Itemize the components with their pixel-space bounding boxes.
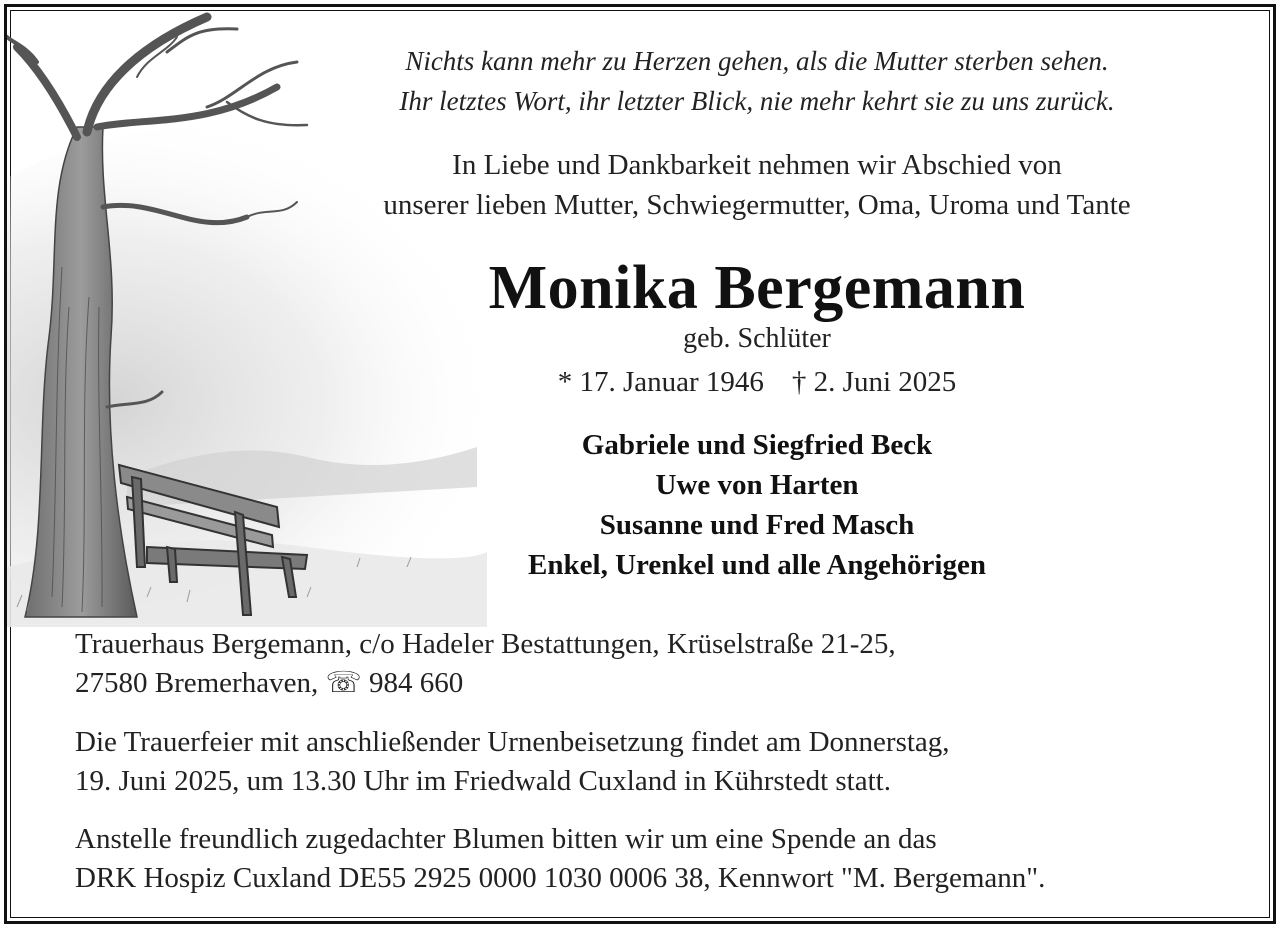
address-city: 27580 Bremerhaven,	[75, 667, 319, 699]
mourner-2: Uwe von Harten	[655, 469, 859, 501]
mourners-list	[307, 425, 1207, 585]
life-dates	[307, 363, 1207, 401]
poem	[307, 41, 1207, 121]
death-date: † 2. Juni 2025	[791, 366, 957, 398]
telephone-icon: ☏	[325, 667, 362, 699]
birth-date: * 17. Januar 1946	[557, 366, 764, 398]
mourner-4: Enkel, Urenkel und alle Angehörigen	[528, 549, 986, 581]
donation-line-2: DRK Hospiz Cuxland DE55 2925 0000 1030 0006 38, Kennwort "M. Bergemann".	[75, 862, 1046, 894]
obituary-frame	[4, 4, 1276, 924]
service-line-2: 19. Juni 2025, um 13.30 Uhr im Friedwald Cuxland in Kührstedt statt.	[75, 765, 891, 797]
mourner-1: Gabriele und Siegfried Beck	[581, 429, 933, 461]
address-line-2	[75, 664, 1255, 703]
address-line-1: Trauerhaus Bergemann, c/o Hadeler Bestattungen, Krüselstraße 21-25,	[75, 628, 896, 660]
intro-text	[307, 145, 1207, 225]
deceased-name: Monika Bergemann	[488, 254, 1026, 322]
poem-line-1: Nichts kann mehr zu Herzen gehen, als die Mutter sterben sehen.	[405, 46, 1109, 76]
donation-line-1: Anstelle freundlich zugedachter Blumen bitten wir um eine Spende an das	[75, 823, 937, 855]
poem-line-2: Ihr letztes Wort, ihr letzter Blick, nie mehr kehrt sie zu uns zurück.	[399, 86, 1115, 116]
maiden-name: geb. Schlüter	[683, 323, 831, 354]
mourning-house-address	[75, 625, 1255, 703]
intro-line-1: In Liebe und Dankbarkeit nehmen wir Abschied von	[452, 149, 1062, 181]
mourner-3: Susanne und Fred Masch	[599, 509, 915, 541]
intro-line-2: unserer lieben Mutter, Schwiegermutter, Oma, Uroma und Tante	[383, 189, 1131, 221]
service-line-1: Die Trauerfeier mit anschließender Urnenbeisetzung findet am Donnerstag,	[75, 726, 950, 758]
donation-info	[75, 820, 1255, 898]
service-info	[75, 723, 1255, 801]
phone-number: 984 660	[368, 667, 464, 699]
